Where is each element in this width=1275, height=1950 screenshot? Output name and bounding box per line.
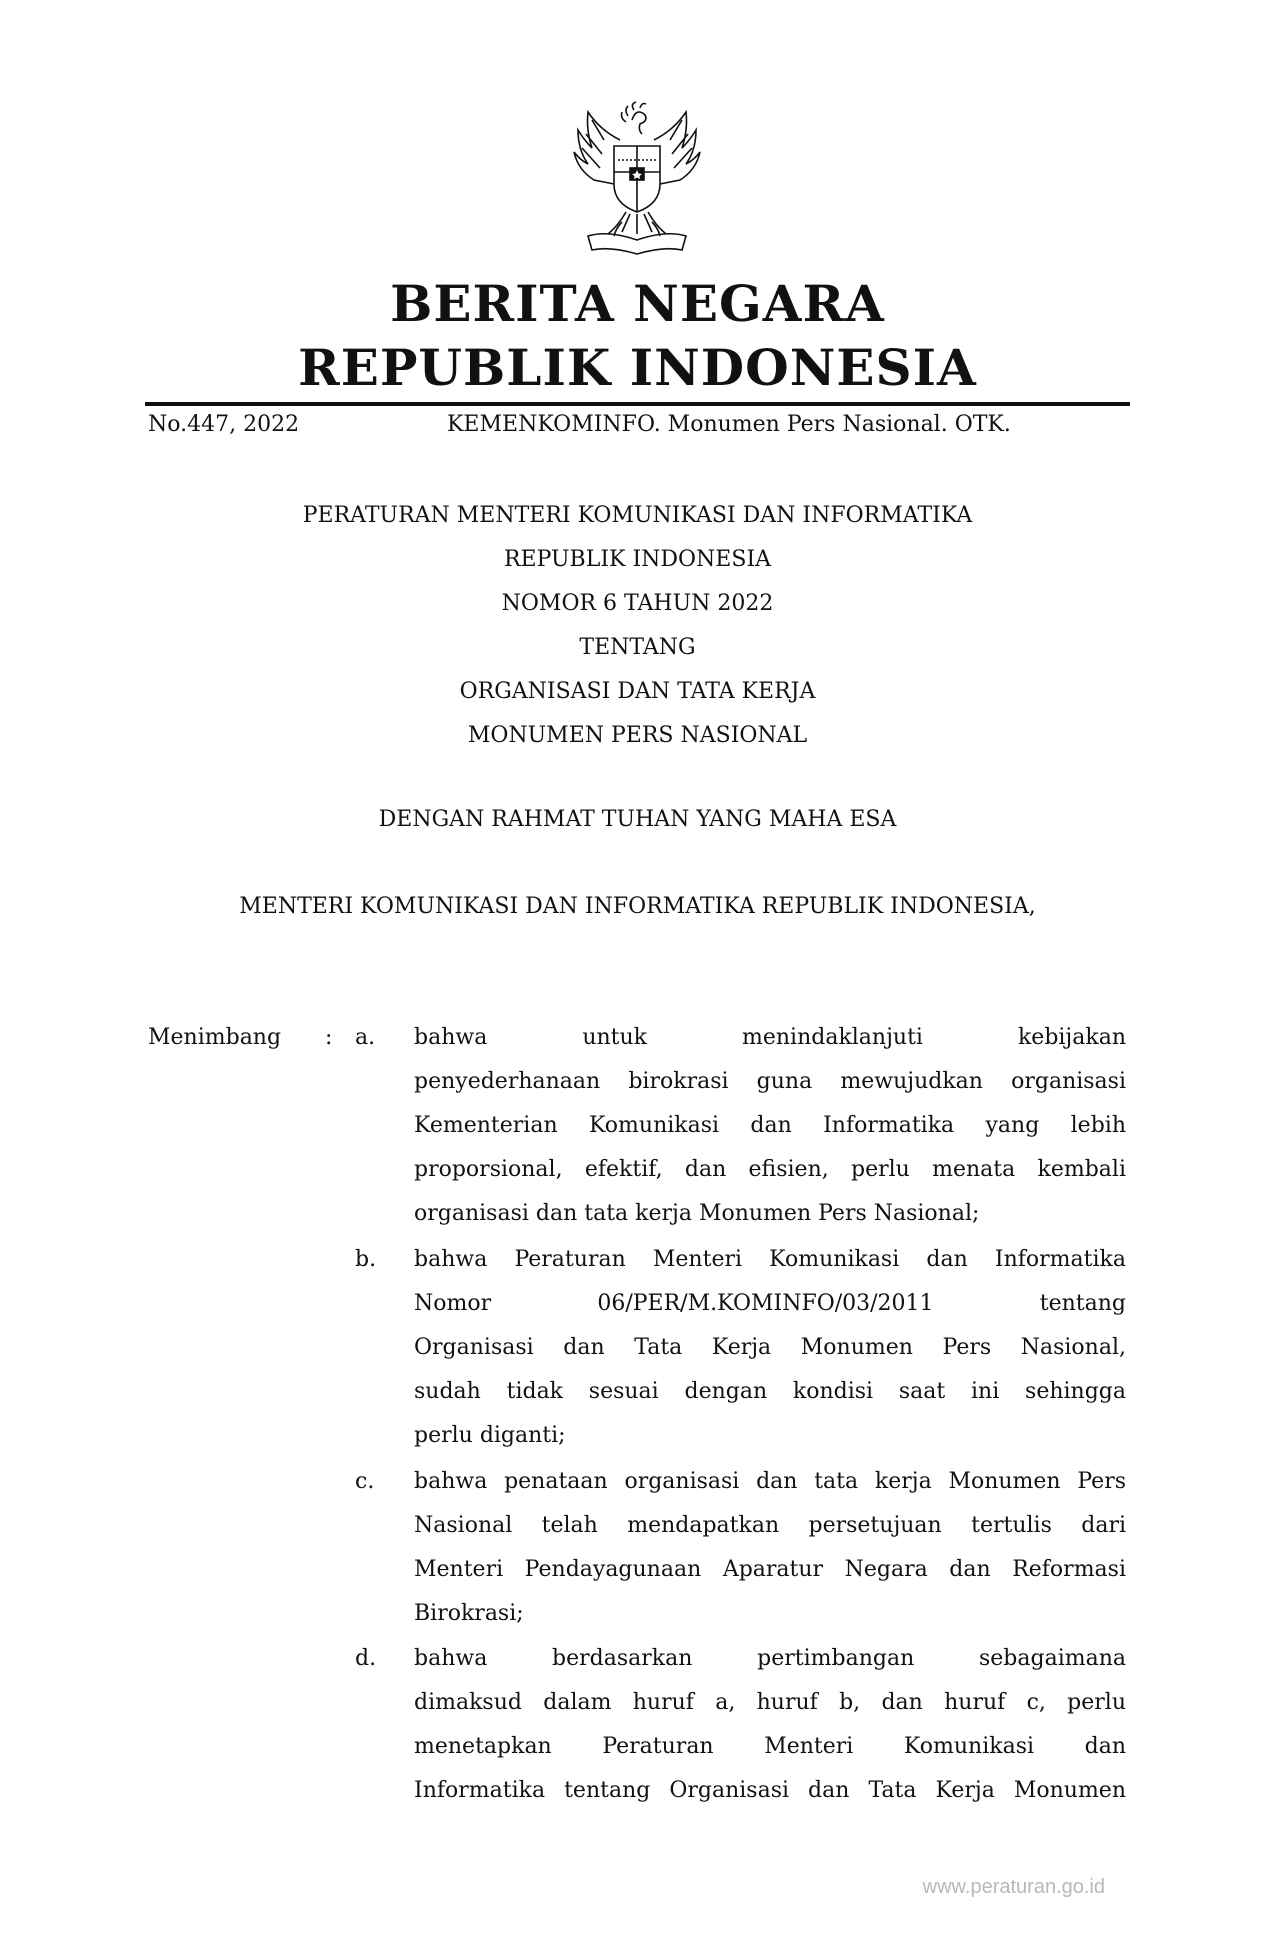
item-letter-b: b. <box>355 1247 377 1272</box>
consideration-d <box>414 1637 1126 1813</box>
text-line: menetapkan Peraturan Menteri Komunikasi dan <box>414 1734 1126 1759</box>
text-line: Organisasi dan Tata Kerja Monumen Pers Nasional, <box>414 1335 1126 1360</box>
text-line: sudah tidak sesuai dengan kondisi saat ini sehingga <box>414 1379 1126 1404</box>
text-line: Nasional telah mendapatkan persetujuan tertulis dari <box>414 1513 1126 1538</box>
text-line: organisasi dan tata kerja Monumen Pers Nasional; <box>414 1201 980 1226</box>
consideration-c <box>414 1460 1126 1636</box>
masthead-subtitle: REPUBLIK INDONESIA <box>298 338 977 397</box>
text-line: Kementerian Komunikasi dan Informatika yang lebih <box>414 1113 1126 1138</box>
text-line: Menteri Pendayagunaan Aparatur Negara dan Reformasi <box>414 1557 1126 1582</box>
gazette-number: No.447, 2022 <box>148 412 300 437</box>
item-letter-a: a. <box>355 1025 376 1050</box>
masthead-divider <box>145 402 1130 406</box>
text-line: bahwa untuk menindaklanjuti kebijakan <box>414 1025 1126 1050</box>
garuda-emblem-icon <box>548 100 726 260</box>
source-watermark: www.peraturan.go.id <box>922 1876 1105 1898</box>
considerations-colon: : <box>325 1025 333 1050</box>
consideration-b <box>414 1238 1126 1458</box>
text-line: bahwa berdasarkan pertimbangan sebagaimana <box>414 1646 1126 1671</box>
title-line: MONUMEN PERS NASIONAL <box>467 723 808 748</box>
issuing-authority: MENTERI KOMUNIKASI DAN INFORMATIKA REPUBLIK INDONESIA, <box>239 894 1036 919</box>
consideration-a <box>414 1016 1126 1236</box>
masthead-title: BERITA NEGARA <box>390 274 885 333</box>
text-line: proporsional, efektif, dan efisien, perlu menata kembali <box>414 1157 1126 1182</box>
text-line: penyederhanaan birokrasi guna mewujudkan organisasi <box>414 1069 1126 1094</box>
text-line: perlu diganti; <box>414 1423 566 1448</box>
text-line: dimaksud dalam huruf a, huruf b, dan huruf c, perlu <box>414 1690 1126 1715</box>
title-line: NOMOR 6 TAHUN 2022 <box>501 591 774 616</box>
considerations-label: Menimbang <box>148 1025 282 1050</box>
text-line: Nomor 06/PER/M.KOMINFO/03/2011 tentang <box>414 1291 1126 1316</box>
item-letter-d: d. <box>355 1646 377 1671</box>
text-line: bahwa penataan organisasi dan tata kerja Monumen Pers <box>414 1469 1126 1494</box>
regulation-title <box>145 494 1130 758</box>
text-line: Informatika tentang Organisasi dan Tata Kerja Monumen <box>414 1778 1126 1803</box>
invocation: DENGAN RAHMAT TUHAN YANG MAHA ESA <box>378 807 897 832</box>
title-line: TENTANG <box>579 635 696 660</box>
text-line: Birokrasi; <box>414 1601 524 1626</box>
title-line: ORGANISASI DAN TATA KERJA <box>459 679 816 704</box>
item-letter-c: c. <box>355 1469 375 1494</box>
title-line: PERATURAN MENTERI KOMUNIKASI DAN INFORMATIKA <box>302 503 973 528</box>
gazette-topic: KEMENKOMINFO. Monumen Pers Nasional. OTK. <box>447 412 1011 437</box>
text-line: bahwa Peraturan Menteri Komunikasi dan Informatika <box>414 1247 1126 1272</box>
title-line: REPUBLIK INDONESIA <box>503 547 772 572</box>
